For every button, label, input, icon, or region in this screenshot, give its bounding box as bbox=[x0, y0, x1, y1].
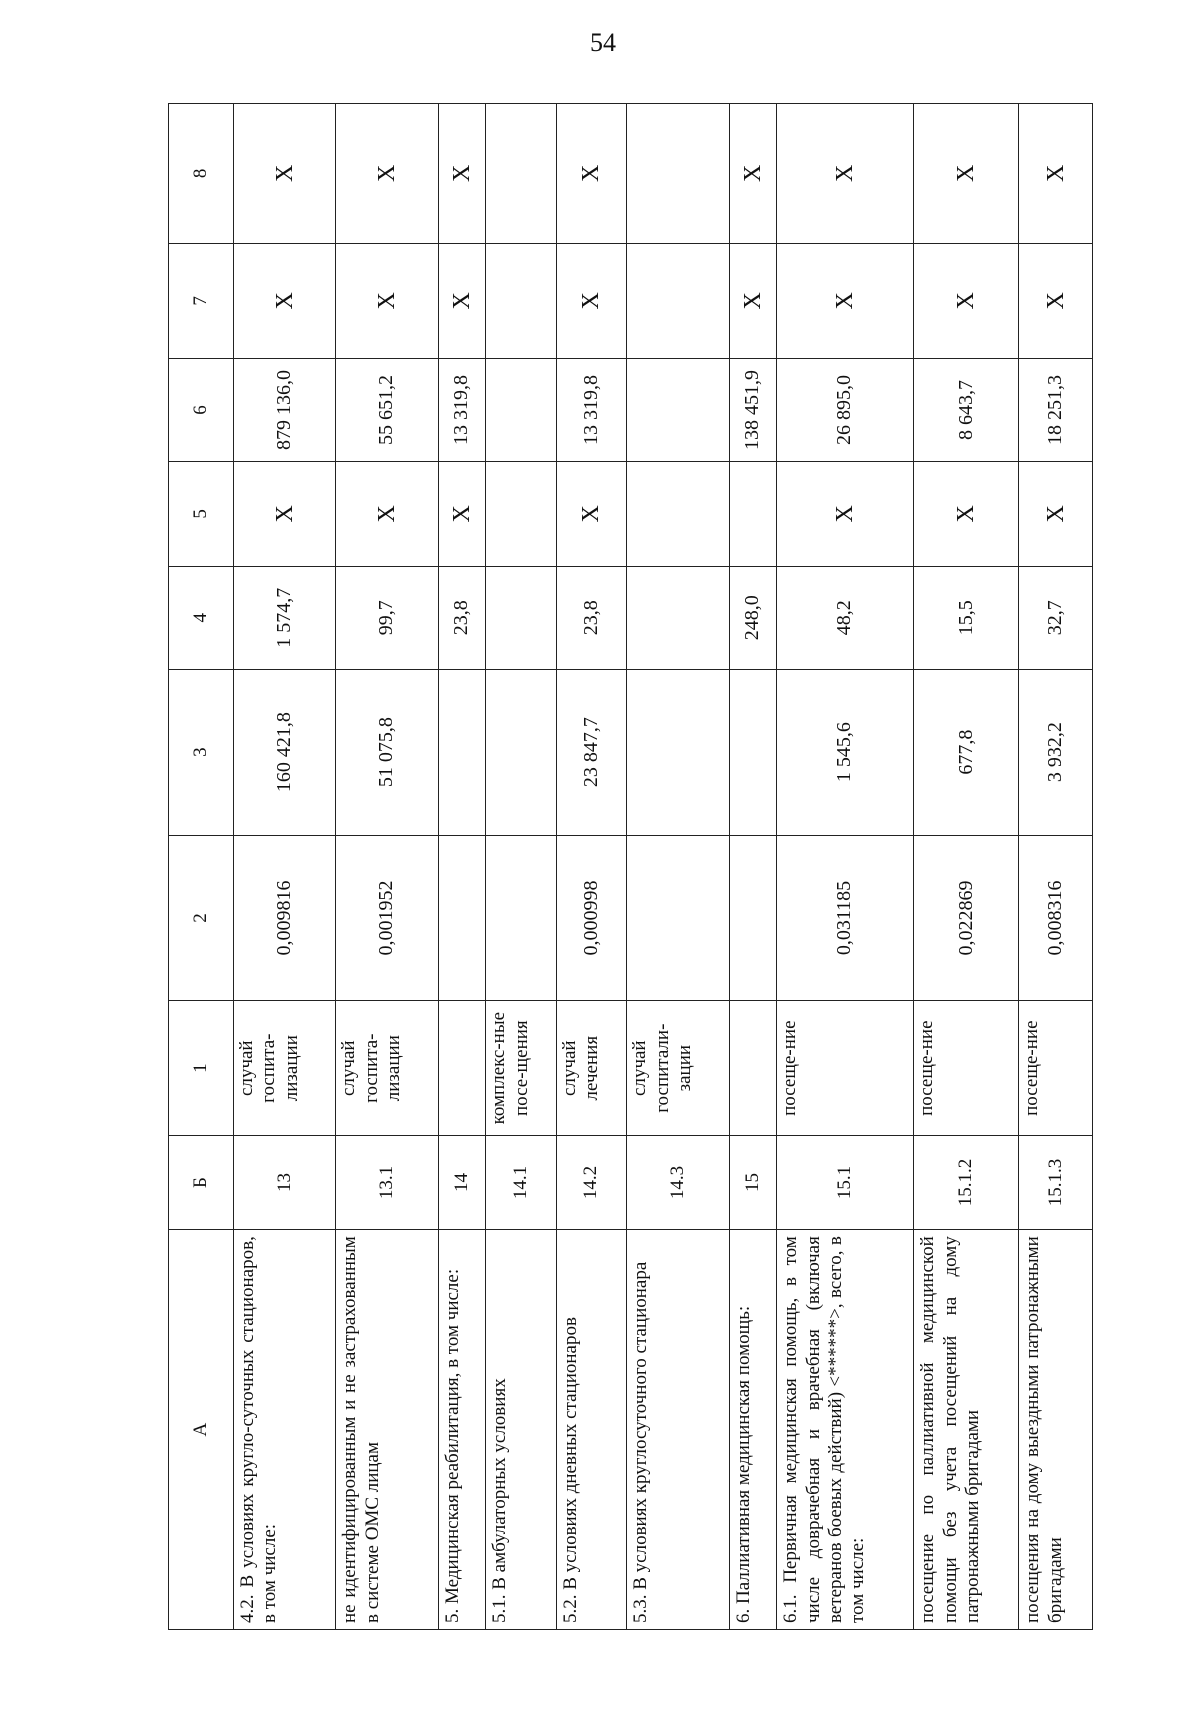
cell-col8: X bbox=[234, 104, 336, 244]
cell-code: 14 bbox=[438, 1135, 485, 1229]
cell-unit: случай лечения bbox=[556, 1001, 627, 1135]
cell-col7 bbox=[486, 243, 557, 358]
col-header-6: 6 bbox=[169, 358, 234, 461]
cell-col3 bbox=[438, 669, 485, 835]
cell-col5: X bbox=[336, 461, 438, 566]
cell-col5: X bbox=[1019, 461, 1093, 566]
cell-col7: X bbox=[777, 243, 914, 358]
cell-col3: 3 932,2 bbox=[1019, 669, 1093, 835]
cell-col7: X bbox=[1019, 243, 1093, 358]
cell-name: посещения на дому выездными патронажными бригадами bbox=[1019, 1230, 1093, 1630]
col-header-5: 5 bbox=[169, 461, 234, 566]
table-row bbox=[486, 104, 557, 1630]
cell-col5 bbox=[627, 461, 729, 566]
cell-name: 6. Паллиативная медицинская помощь: bbox=[729, 1230, 776, 1630]
cell-col3: 1 545,6 bbox=[777, 669, 914, 835]
cell-col3 bbox=[729, 669, 776, 835]
cell-col6: 13 319,8 bbox=[438, 358, 485, 461]
cell-col2: 0,001952 bbox=[336, 835, 438, 1001]
cell-col2 bbox=[627, 835, 729, 1001]
cell-col8: X bbox=[914, 104, 1019, 244]
cell-code: 13 bbox=[234, 1135, 336, 1229]
cell-name: 4.2. В условиях кругло-суточных стационаров, в том числе: bbox=[234, 1230, 336, 1630]
cell-col8 bbox=[486, 104, 557, 244]
cell-col4: 99,7 bbox=[336, 566, 438, 669]
cell-col7: X bbox=[729, 243, 776, 358]
cell-col5 bbox=[729, 461, 776, 566]
cell-col8: X bbox=[777, 104, 914, 244]
cell-col7: X bbox=[438, 243, 485, 358]
cell-col5: X bbox=[234, 461, 336, 566]
cell-code: 14.2 bbox=[556, 1135, 627, 1229]
cell-name: 5.3. В условиях круглосуточного стационара bbox=[627, 1230, 729, 1630]
cell-unit: случай госпитали-зации bbox=[627, 1001, 729, 1135]
cell-col6: 13 319,8 bbox=[556, 358, 627, 461]
cell-col7: X bbox=[336, 243, 438, 358]
cell-col4: 23,8 bbox=[438, 566, 485, 669]
cell-name: 5. Медицинская реабилитация, в том числе: bbox=[438, 1230, 485, 1630]
cell-name: 5.2. В условиях дневных стационаров bbox=[556, 1230, 627, 1630]
cell-col6 bbox=[627, 358, 729, 461]
cell-col5 bbox=[486, 461, 557, 566]
table-row bbox=[627, 104, 729, 1630]
cell-col3 bbox=[627, 669, 729, 835]
cell-code: 14.1 bbox=[486, 1135, 557, 1229]
cell-col6: 55 651,2 bbox=[336, 358, 438, 461]
col-header-4: 4 bbox=[169, 566, 234, 669]
page-number: 54 bbox=[590, 28, 616, 57]
table-row bbox=[438, 104, 485, 1630]
cell-col4: 248,0 bbox=[729, 566, 776, 669]
cell-col2: 0,031185 bbox=[777, 835, 914, 1001]
cell-col2: 0,000998 bbox=[556, 835, 627, 1001]
cell-col4: 1 574,7 bbox=[234, 566, 336, 669]
col-header-8: 8 bbox=[169, 104, 234, 244]
cell-code: 15.1.3 bbox=[1019, 1135, 1093, 1229]
cell-col2 bbox=[729, 835, 776, 1001]
cell-code: 15.1 bbox=[777, 1135, 914, 1229]
cell-col2 bbox=[438, 835, 485, 1001]
cell-col3 bbox=[486, 669, 557, 835]
cell-code: 13.1 bbox=[336, 1135, 438, 1229]
col-header-1: 1 bbox=[169, 1001, 234, 1135]
col-header-7: 7 bbox=[169, 243, 234, 358]
cell-name: посещение по паллиативной медицинской помощи без учета посещений на дому патронажными бригадами bbox=[914, 1230, 1019, 1630]
cell-col2 bbox=[486, 835, 557, 1001]
data-table bbox=[168, 103, 1093, 1630]
cell-unit: посеще-ние bbox=[914, 1001, 1019, 1135]
cell-name: не идентифицированным и не застрахованным в системе ОМС лицам bbox=[336, 1230, 438, 1630]
cell-unit bbox=[438, 1001, 485, 1135]
table-row bbox=[1019, 104, 1093, 1630]
cell-col5: X bbox=[556, 461, 627, 566]
cell-code: 15 bbox=[729, 1135, 776, 1229]
cell-col8: X bbox=[556, 104, 627, 244]
cell-unit: случай госпита-лизации bbox=[336, 1001, 438, 1135]
cell-col3: 160 421,8 bbox=[234, 669, 336, 835]
cell-col8 bbox=[627, 104, 729, 244]
cell-col4: 15,5 bbox=[914, 566, 1019, 669]
cell-col4: 48,2 bbox=[777, 566, 914, 669]
table-row bbox=[729, 104, 776, 1630]
cell-col5: X bbox=[438, 461, 485, 566]
cell-name: 6.1. Первичная медицинская помощь, в том числе доврачебная и врачебная (включая ветеранов боевых действий) <******>, всего, в том числе: bbox=[777, 1230, 914, 1630]
cell-code: 14.3 bbox=[627, 1135, 729, 1229]
cell-col6: 26 895,0 bbox=[777, 358, 914, 461]
cell-col4 bbox=[486, 566, 557, 669]
cell-unit: посеще-ние bbox=[1019, 1001, 1093, 1135]
cell-col3: 23 847,7 bbox=[556, 669, 627, 835]
rotated-table-wrapper bbox=[168, 103, 1093, 1630]
cell-col7: X bbox=[556, 243, 627, 358]
header-row bbox=[169, 104, 234, 1630]
cell-col3: 677,8 bbox=[914, 669, 1019, 835]
cell-col7 bbox=[627, 243, 729, 358]
table-row bbox=[234, 104, 336, 1630]
table-row bbox=[914, 104, 1019, 1630]
cell-code: 15.1.2 bbox=[914, 1135, 1019, 1229]
cell-col4: 23,8 bbox=[556, 566, 627, 669]
cell-unit bbox=[729, 1001, 776, 1135]
cell-col2: 0,009816 bbox=[234, 835, 336, 1001]
cell-col5: X bbox=[777, 461, 914, 566]
cell-col2: 0,022869 bbox=[914, 835, 1019, 1001]
cell-unit: комплекс-ные посе-щения bbox=[486, 1001, 557, 1135]
cell-col3: 51 075,8 bbox=[336, 669, 438, 835]
cell-name: 5.1. В амбулаторных условиях bbox=[486, 1230, 557, 1630]
cell-unit: посеще-ние bbox=[777, 1001, 914, 1135]
cell-col5: X bbox=[914, 461, 1019, 566]
col-header-b: Б bbox=[169, 1135, 234, 1229]
cell-col6: 138 451,9 bbox=[729, 358, 776, 461]
cell-col4: 32,7 bbox=[1019, 566, 1093, 669]
cell-col7: X bbox=[914, 243, 1019, 358]
cell-col6 bbox=[486, 358, 557, 461]
col-header-2: 2 bbox=[169, 835, 234, 1001]
cell-col2: 0,008316 bbox=[1019, 835, 1093, 1001]
cell-col8: X bbox=[336, 104, 438, 244]
cell-col6: 8 643,7 bbox=[914, 358, 1019, 461]
table-row bbox=[556, 104, 627, 1630]
table-row bbox=[777, 104, 914, 1630]
cell-col6: 879 136,0 bbox=[234, 358, 336, 461]
cell-col7: X bbox=[234, 243, 336, 358]
cell-col8: X bbox=[438, 104, 485, 244]
cell-col6: 18 251,3 bbox=[1019, 358, 1093, 461]
cell-col8: X bbox=[1019, 104, 1093, 244]
col-header-3: 3 bbox=[169, 669, 234, 835]
cell-col4 bbox=[627, 566, 729, 669]
col-header-a: А bbox=[169, 1230, 234, 1630]
table-row bbox=[336, 104, 438, 1630]
cell-col8: X bbox=[729, 104, 776, 244]
cell-unit: случай госпита-лизации bbox=[234, 1001, 336, 1135]
